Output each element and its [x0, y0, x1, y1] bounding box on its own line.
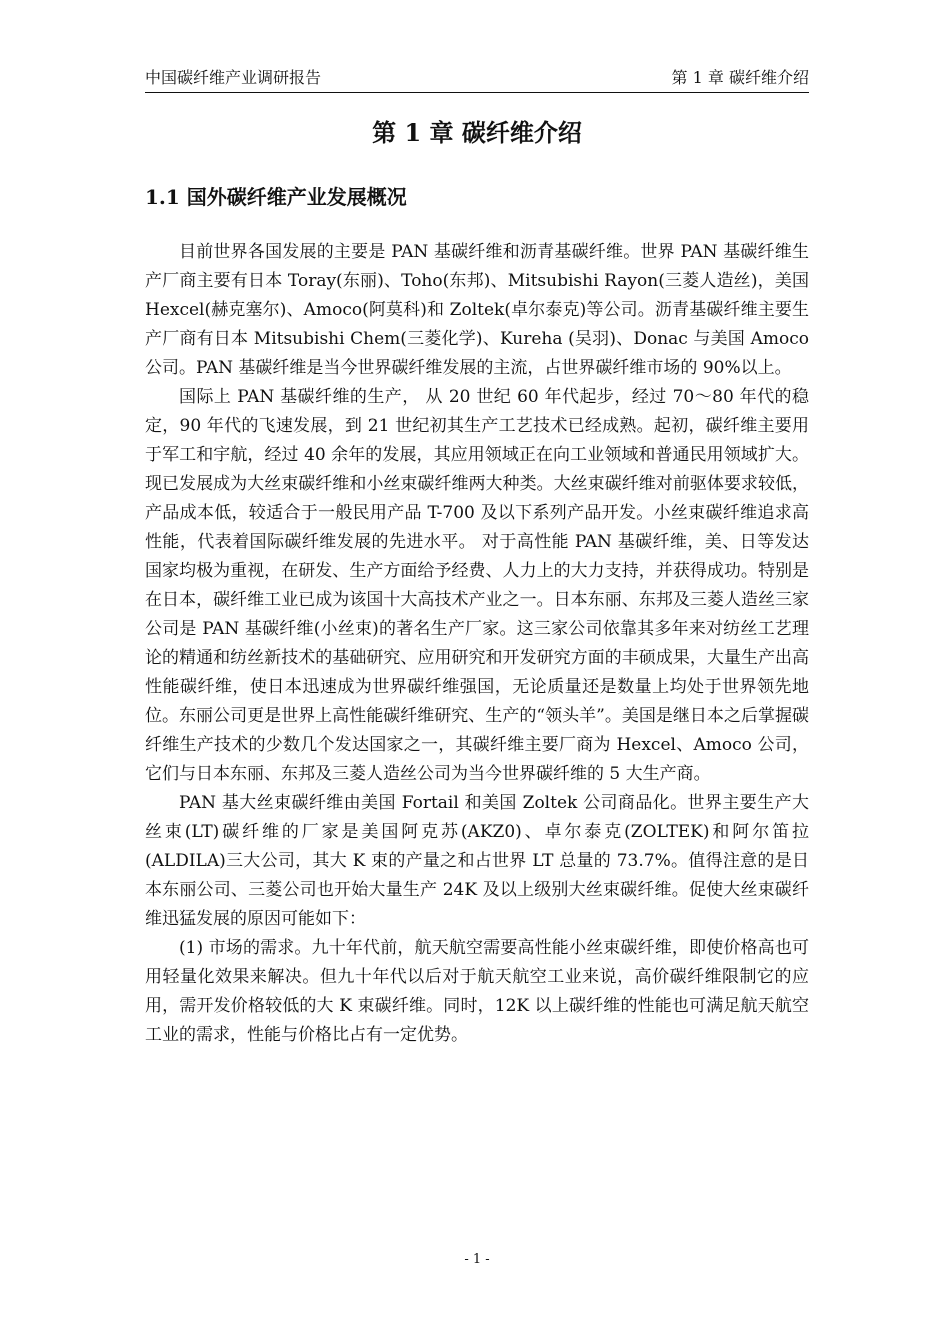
body-text	[145, 238, 809, 1050]
paragraph: PAN 基大丝束碳纤维由美国 Fortail 和美国 Zoltek 公司商品化。世界主要生产大丝束(LT)碳纤维的厂家是美国阿克苏(AKZ0)、卓尔泰克(ZOLTEK)和阿尔笛拉(ALDILA)三大公司，其大 K 束的产量之和占世界 LT 总量的 73.7%。值得注意的是日本东丽公司、三菱公司也开始大量生产 24K 及以上级别大丝束碳纤维。促使大丝束碳纤维迅猛发展的原因可能如下：	[145, 793, 809, 929]
section-title: 1.1 国外碳纤维产业发展概况	[145, 185, 407, 209]
page-number: - 1 -	[464, 1252, 490, 1267]
running-header	[145, 66, 809, 90]
header-chapter-label: 第 1 章 碳纤维介绍	[671, 68, 809, 87]
header-report-title: 中国碳纤维产业调研报告	[145, 68, 322, 87]
header-divider	[145, 92, 809, 93]
paragraph: 目前世界各国发展的主要是 PAN 基碳纤维和沥青基碳纤维。世界 PAN 基碳纤维生产厂商主要有日本 Toray(东丽)、Toho(东邦)、Mitsubishi Rayon(三菱人造丝)，美国 Hexcel(赫克塞尔)、Amoco(阿莫科)和 Zoltek(卓尔泰克)等公司。沥青基碳纤维主要生产厂商有日本 Mitsubishi Chem(三菱化学)、Kureha (吴羽)、Donac 与美国 Amoco 公司。PAN 基碳纤维是当今世界碳纤维发展的主流，占世界碳纤维市场的 90%以上。	[145, 242, 809, 378]
paragraph: 国际上 PAN 基碳纤维的生产， 从 20 世纪 60 年代起步，经过 70～80 年代的稳定，90 年代的飞速发展，到 21 世纪初其生产工艺技术已经成熟。起初，碳纤维主要用于军工和宇航，经过 40 余年的发展，其应用领域正在向工业领域和普通民用领域扩大。现已发展成为大丝束碳纤维和小丝束碳纤维两大种类。大丝束碳纤维对前驱体要求较低，产品成本低，较适合于一般民用产品 T-700 及以下系列产品开发。小丝束碳纤维追求高性能，代表着国际碳纤维发展的先进水平。 对于高性能 PAN 基碳纤维，美、日等发达国家均极为重视，在研发、生产方面给予经费、人力上的大力支持，并获得成功。特别是在日本，碳纤维工业已成为该国十大高技术产业之一。日本东丽、东邦及三菱人造丝三家公司是 PAN 基碳纤维(小丝束)的著名生产厂家。这三家公司依靠其多年来对纺丝工艺理论的精通和纺丝新技术的基础研究、应用研究和开发研究方面的丰硕成果，大量生产出高性能碳纤维，使日本迅速成为世界碳纤维强国，无论质量还是数量上均处于世界领先地位。东丽公司更是世界上高性能碳纤维研究、生产的“领头羊”。美国是继日本之后掌握碳纤维生产技术的少数几个发达国家之一，其碳纤维主要厂商为 Hexcel、Amoco 公司，它们与日本东丽、东邦及三菱人造丝公司为当今世界碳纤维的 5 大生产商。	[145, 387, 809, 784]
chapter-title: 第 1 章 碳纤维介绍	[372, 118, 582, 147]
paragraph: (1) 市场的需求。九十年代前，航天航空需要高性能小丝束碳纤维，即使价格高也可用轻量化效果来解决。但九十年代以后对于航天航空工业来说，高价碳纤维限制它的应用，需开发价格较低的大 K 束碳纤维。同时，12K 以上碳纤维的性能也可满足航天航空工业的需求，性能与价格比占有一定优势。	[145, 938, 809, 1045]
